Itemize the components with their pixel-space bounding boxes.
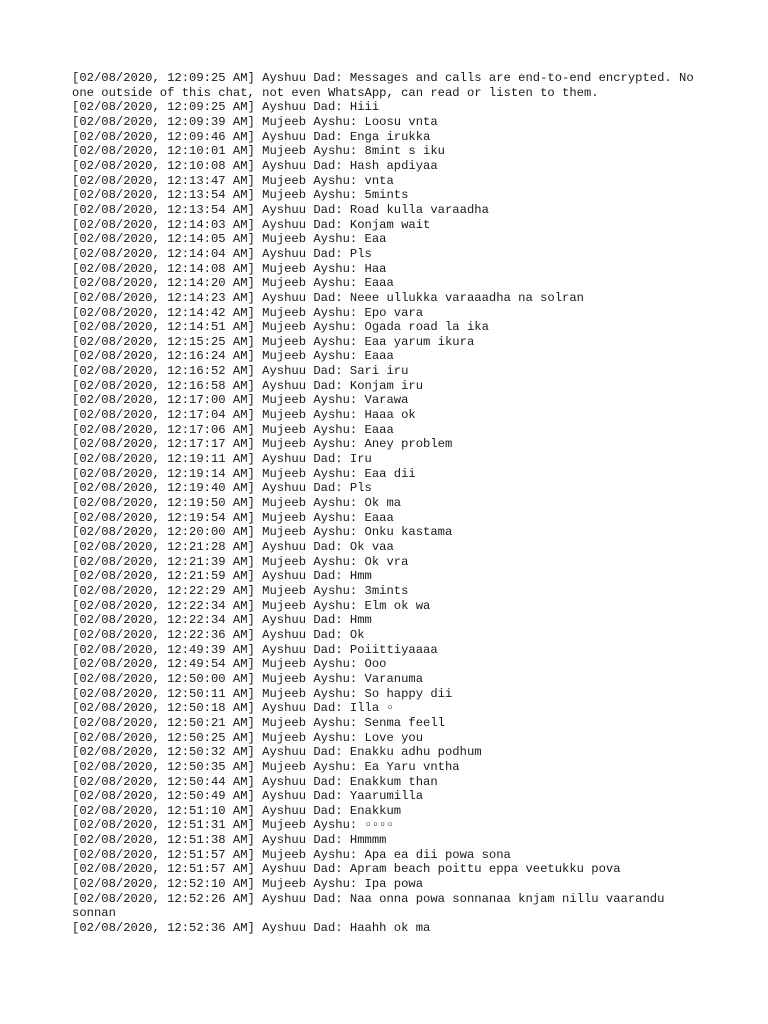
chat-line: [02/08/2020, 12:51:10 AM] Ayshuu Dad: Enakkum <box>72 803 402 818</box>
chat-line: [02/08/2020, 12:19:14 AM] Mujeeb Ayshu: Eaa dii <box>72 466 416 481</box>
chat-line: [02/08/2020, 12:52:36 AM] Ayshuu Dad: Haahh ok ma <box>72 921 431 936</box>
chat-line: [02/08/2020, 12:14:42 AM] Mujeeb Ayshu: Epo vara <box>72 305 424 320</box>
chat-line: [02/08/2020, 12:19:50 AM] Mujeeb Ayshu: Ok ma <box>72 496 402 511</box>
chat-line: [02/08/2020, 12:49:54 AM] Mujeeb Ayshu: Ooo <box>72 657 387 672</box>
chat-line: [02/08/2020, 12:20:00 AM] Mujeeb Ayshu: Onku kastama <box>72 525 453 540</box>
chat-line: [02/08/2020, 12:22:29 AM] Mujeeb Ayshu: 3mints <box>72 583 409 598</box>
chat-line: [02/08/2020, 12:19:11 AM] Ayshuu Dad: Iru <box>72 452 372 467</box>
chat-line: [02/08/2020, 12:21:39 AM] Mujeeb Ayshu: Ok vra <box>72 554 409 569</box>
chat-transcript <box>72 71 702 936</box>
chat-line: [02/08/2020, 12:50:21 AM] Mujeeb Ayshu: Senma feell <box>72 715 445 730</box>
chat-line: [02/08/2020, 12:49:39 AM] Ayshuu Dad: Poiittiyaaaa <box>72 642 438 657</box>
chat-line: [02/08/2020, 12:50:11 AM] Mujeeb Ayshu: So happy dii <box>72 686 453 701</box>
chat-line: [02/08/2020, 12:17:04 AM] Mujeeb Ayshu: Haaa ok <box>72 408 416 423</box>
chat-line: [02/08/2020, 12:13:54 AM] Mujeeb Ayshu: 5mints <box>72 188 409 203</box>
chat-line: [02/08/2020, 12:19:40 AM] Ayshuu Dad: Pls <box>72 481 372 496</box>
chat-line: [02/08/2020, 12:51:31 AM] Mujeeb Ayshu: ▫▫▫▫ <box>72 818 394 833</box>
chat-line: [02/08/2020, 12:14:23 AM] Ayshuu Dad: Neee ullukka varaaadha na solran <box>72 290 584 305</box>
chat-line: [02/08/2020, 12:52:26 AM] Ayshuu Dad: Naa onna powa sonnanaa knjam nillu vaarandu sonnan <box>72 891 672 921</box>
chat-line: [02/08/2020, 12:13:47 AM] Mujeeb Ayshu: vnta <box>72 173 394 188</box>
chat-line: [02/08/2020, 12:09:25 AM] Ayshuu Dad: Hiii <box>72 100 380 115</box>
chat-line: [02/08/2020, 12:17:00 AM] Mujeeb Ayshu: Varawa <box>72 393 409 408</box>
chat-line: [02/08/2020, 12:21:28 AM] Ayshuu Dad: Ok vaa <box>72 540 394 554</box>
chat-line: [02/08/2020, 12:52:10 AM] Mujeeb Ayshu: Ipa powa <box>72 877 424 892</box>
chat-line: [02/08/2020, 12:09:39 AM] Mujeeb Ayshu: Loosu vnta <box>72 114 438 129</box>
chat-line: [02/08/2020, 12:14:51 AM] Mujeeb Ayshu: Ogada road la ika <box>72 320 489 335</box>
chat-line: [02/08/2020, 12:50:00 AM] Mujeeb Ayshu: Varanuma <box>72 671 424 686</box>
chat-line: [02/08/2020, 12:50:18 AM] Ayshuu Dad: Illa ▫ <box>72 701 394 716</box>
chat-line: [02/08/2020, 12:22:34 AM] Mujeeb Ayshu: Elm ok wa <box>72 598 431 613</box>
chat-line: [02/08/2020, 12:10:01 AM] Mujeeb Ayshu: 8mint s iku <box>72 144 445 159</box>
chat-line: [02/08/2020, 12:13:54 AM] Ayshuu Dad: Road kulla varaadha <box>72 202 489 217</box>
chat-line: [02/08/2020, 12:09:25 AM] Ayshuu Dad: Messages and calls are end-to-end encrypted. No one outside of this chat, not even WhatsApp, can read or listen to them. <box>72 71 701 100</box>
chat-line: [02/08/2020, 12:50:25 AM] Mujeeb Ayshu: Love you <box>72 730 424 745</box>
chat-line: [02/08/2020, 12:14:08 AM] Mujeeb Ayshu: Haa <box>72 261 387 276</box>
chat-line: [02/08/2020, 12:10:08 AM] Ayshuu Dad: Hash apdiyaa <box>72 158 438 173</box>
chat-line: [02/08/2020, 12:16:58 AM] Ayshuu Dad: Konjam iru <box>72 378 424 393</box>
chat-line: [02/08/2020, 12:14:20 AM] Mujeeb Ayshu: Eaaa <box>72 276 394 291</box>
chat-line: [02/08/2020, 12:50:35 AM] Mujeeb Ayshu: Ea Yaru vntha <box>72 759 460 774</box>
chat-line: [02/08/2020, 12:14:05 AM] Mujeeb Ayshu: Eaa <box>72 232 387 247</box>
chat-line: [02/08/2020, 12:09:46 AM] Ayshuu Dad: Enga irukka <box>72 129 431 144</box>
chat-line: [02/08/2020, 12:15:25 AM] Mujeeb Ayshu: Eaa yarum ikura <box>72 334 475 349</box>
chat-line: [02/08/2020, 12:22:36 AM] Ayshuu Dad: Ok <box>72 627 365 642</box>
chat-line: [02/08/2020, 12:14:03 AM] Ayshuu Dad: Konjam wait <box>72 217 431 232</box>
chat-line: [02/08/2020, 12:16:24 AM] Mujeeb Ayshu: Eaaa <box>72 349 394 364</box>
chat-line: [02/08/2020, 12:16:52 AM] Ayshuu Dad: Sari iru <box>72 364 409 379</box>
chat-line: [02/08/2020, 12:19:54 AM] Mujeeb Ayshu: Eaaa <box>72 510 394 525</box>
chat-line: [02/08/2020, 12:50:49 AM] Ayshuu Dad: Yaarumilla <box>72 789 424 804</box>
chat-line: [02/08/2020, 12:51:57 AM] Ayshuu Dad: Apram beach poittu eppa veetukku pova <box>72 862 621 877</box>
chat-line: [02/08/2020, 12:51:38 AM] Ayshuu Dad: Hmmmm <box>72 833 387 848</box>
chat-line: [02/08/2020, 12:17:06 AM] Mujeeb Ayshu: Eaaa <box>72 422 394 437</box>
chat-line: [02/08/2020, 12:21:59 AM] Ayshuu Dad: Hmm <box>72 569 372 584</box>
chat-line: [02/08/2020, 12:22:34 AM] Ayshuu Dad: Hmm <box>72 613 372 628</box>
chat-line: [02/08/2020, 12:17:17 AM] Mujeeb Ayshu: Aney problem <box>72 437 453 452</box>
chat-line: [02/08/2020, 12:50:32 AM] Ayshuu Dad: Enakku adhu podhum <box>72 745 482 760</box>
chat-line: [02/08/2020, 12:51:57 AM] Mujeeb Ayshu: Apa ea dii powa sona <box>72 847 511 862</box>
chat-line: [02/08/2020, 12:14:04 AM] Ayshuu Dad: Pls <box>72 246 372 261</box>
chat-line: [02/08/2020, 12:50:44 AM] Ayshuu Dad: Enakkum than <box>72 774 438 789</box>
